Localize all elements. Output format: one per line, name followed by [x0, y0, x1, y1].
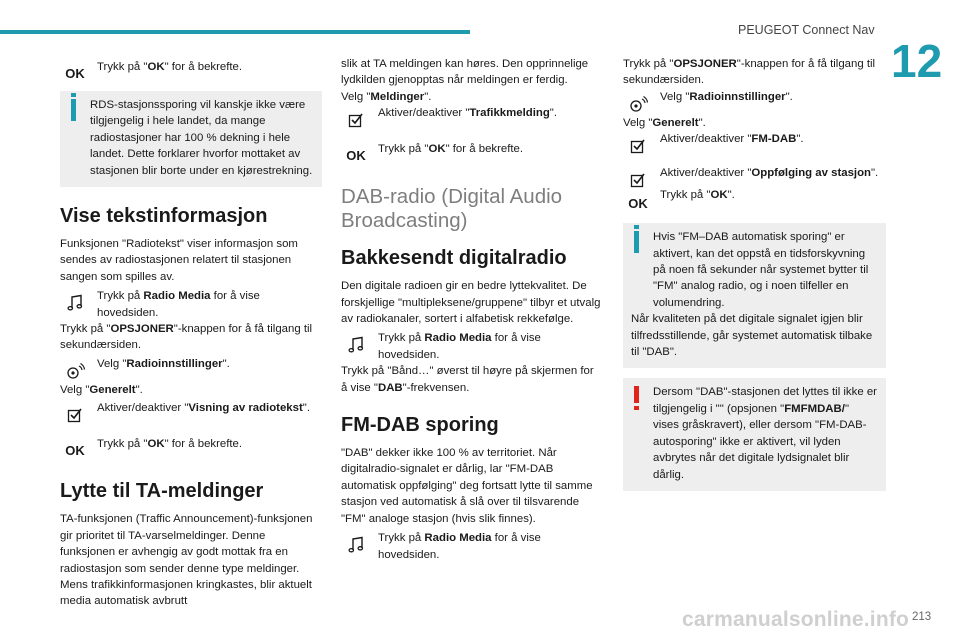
heading-radiotext: Vise tekstinformasjon: [60, 205, 268, 228]
paragraph-ta-cont: slik at TA meldingen kan høres. Den opprinnelige lydkilden gjenopptas når meldingen er ferdig.: [341, 58, 589, 87]
radio-settings-icon: [60, 360, 90, 382]
paragraph-messages: Velg "Meldinger".: [341, 90, 432, 103]
column-1: [60, 56, 322, 610]
step-toggle-fm-dab: Aktiver/deaktiver "FM-DAB".: [623, 131, 886, 153]
step-toggle-traffic: Aktiver/deaktiver "Trafikkmelding".: [341, 105, 603, 127]
step-radio-media-3: Trykk på Radio Media for å vise hovedsiden.: [341, 530, 603, 563]
ok-icon: OK: [65, 65, 85, 81]
checkbox-icon: [623, 135, 653, 157]
chapter-number: 12: [891, 35, 943, 87]
paragraph-options-2: Trykk på "OPSJONER"-knappen for å få tilgang til sekundærsiden.: [623, 58, 876, 87]
paragraph-dab: Den digitale radioen gir en bedre lyttekvalitet. De forskjellige "multipleksene/gruppene" tilbyr et utvalg av radiokanaler, sortert i alfabetisk rekkefølge.: [341, 280, 601, 326]
paragraph-radiotext: Funksjonen "Radiotekst" viser informasjon som sendes av radiostasjonen relatert til stasjonen sangen som spilles av.: [60, 238, 298, 283]
column-2: [341, 56, 603, 573]
paragraph-ta: TA-funksjonen (Traffic Announcement)-funksjonen gir prioritet til TA-varselmeldinger. Denne funksjonen er avhengig av godt mottak fra en radiostasjon som sender denne type meldinger. Mens trafikkinformasjonen kringkastes, blir aktuelt media automatisk avbrutt: [60, 513, 313, 608]
ok-icon: OK: [65, 443, 85, 459]
column-3: [623, 56, 886, 501]
info-icon: [631, 231, 639, 253]
heading-terrestrial: Bakkesendt digitalradio: [341, 247, 567, 270]
info-box-rds: RDS-stasjonssporing vil kanskje ikke være tilgjengelig i hele landet, da mange radiostasjoner har 100 % dekning i hele landet. Dette forklarer hvorfor mottaket av stasjonen blir borte under en kjørestrekning.: [60, 91, 322, 187]
ok-icon: OK: [346, 148, 366, 164]
info-box-fm-dab: Hvis "FM–DAB automatisk sporing" er aktivert, kan det oppstå en tidsforskyvning på noen få sekunder når systemet bytter til "FM" analog radio, og i noen tilfeller en volumendring. Når kvaliteten på det digitale signalet igjen blir tilfredsstillende, går systemet automatisk tilbake til "DAB".: [623, 223, 886, 368]
step-confirm-ok-3: OK Trykk på "OK" for å bekrefte.: [341, 141, 603, 163]
step-toggle-radiotext: Aktiver/deaktiver "Visning av radiotekst".: [60, 400, 322, 422]
step-confirm-ok-2: OK Trykk på "OK" for å bekrefte.: [60, 436, 322, 458]
warning-icon: [631, 386, 639, 403]
paragraph-options: Trykk på "OPSJONER"-knappen for å få tilgang til sekundærsiden.: [60, 323, 313, 352]
radio-settings-icon: [623, 93, 653, 115]
heading-ta: Lytte til TA-meldinger: [60, 480, 264, 503]
header-accent-bar: [0, 30, 470, 34]
checkbox-icon: [341, 109, 371, 131]
step-confirm-ok: OK Trykk på "OK" for å bekrefte.: [60, 59, 322, 81]
paragraph-general-2: Velg "Generelt".: [623, 116, 706, 129]
warning-box-dab: Dersom "DAB"-stasjonen det lyttes til ikke er tilgjengelig i "" (opsjonen "FMFMDAB/" vises gråskravert), eller dersom "FM-DAB-autosporing" ikke er aktivert, vil lyden avbrytes når det digitale lydsignalet blir dårlig.: [623, 378, 886, 490]
step-radio-settings: Velg "Radioinnstillinger".: [60, 356, 322, 378]
ok-icon: OK: [628, 196, 648, 212]
step-radio-settings-2: Velg "Radioinnstillinger".: [623, 89, 886, 111]
step-radio-media: Trykk på Radio Media for å vise hovedsiden.: [60, 288, 322, 321]
header-title: PEUGEOT Connect Nav: [738, 23, 875, 37]
paragraph-fm-dab: "DAB" dekker ikke 100 % av territoriet. Når digitalradio-signalet er dårlig, lar "FM-DAB automatisk oppfølging" deg fortsatt lytte til samme stasjon ved automatisk å slå over til tilsvarende "FM" analoge stasjon (hvis slik finnes).: [341, 447, 593, 525]
step-confirm-ok-4: OK Trykk på "OK".: [623, 187, 886, 209]
page-number: 213: [912, 611, 932, 623]
info-icon: [68, 99, 76, 121]
checkbox-icon: [60, 404, 90, 426]
paragraph-general: Velg "Generelt".: [60, 383, 143, 396]
step-toggle-station-follow: Aktiver/deaktiver "Oppfølging av stasjon".: [623, 165, 886, 187]
paragraph-band: Trykk på "Bånd…" øverst til høyre på skjermen for å vise "DAB"-frekvensen.: [341, 365, 594, 394]
watermark: carmanualsonline.info: [682, 608, 910, 631]
heading-fm-dab: FM-DAB sporing: [341, 414, 499, 437]
step-radio-media-2: Trykk på Radio Media for å vise hovedsiden.: [341, 330, 603, 363]
music-note-icon: [341, 334, 371, 356]
heading-dab: DAB-radio (Digital Audio Broadcasting): [341, 185, 563, 233]
music-note-icon: [60, 292, 90, 314]
music-note-icon: [341, 534, 371, 556]
